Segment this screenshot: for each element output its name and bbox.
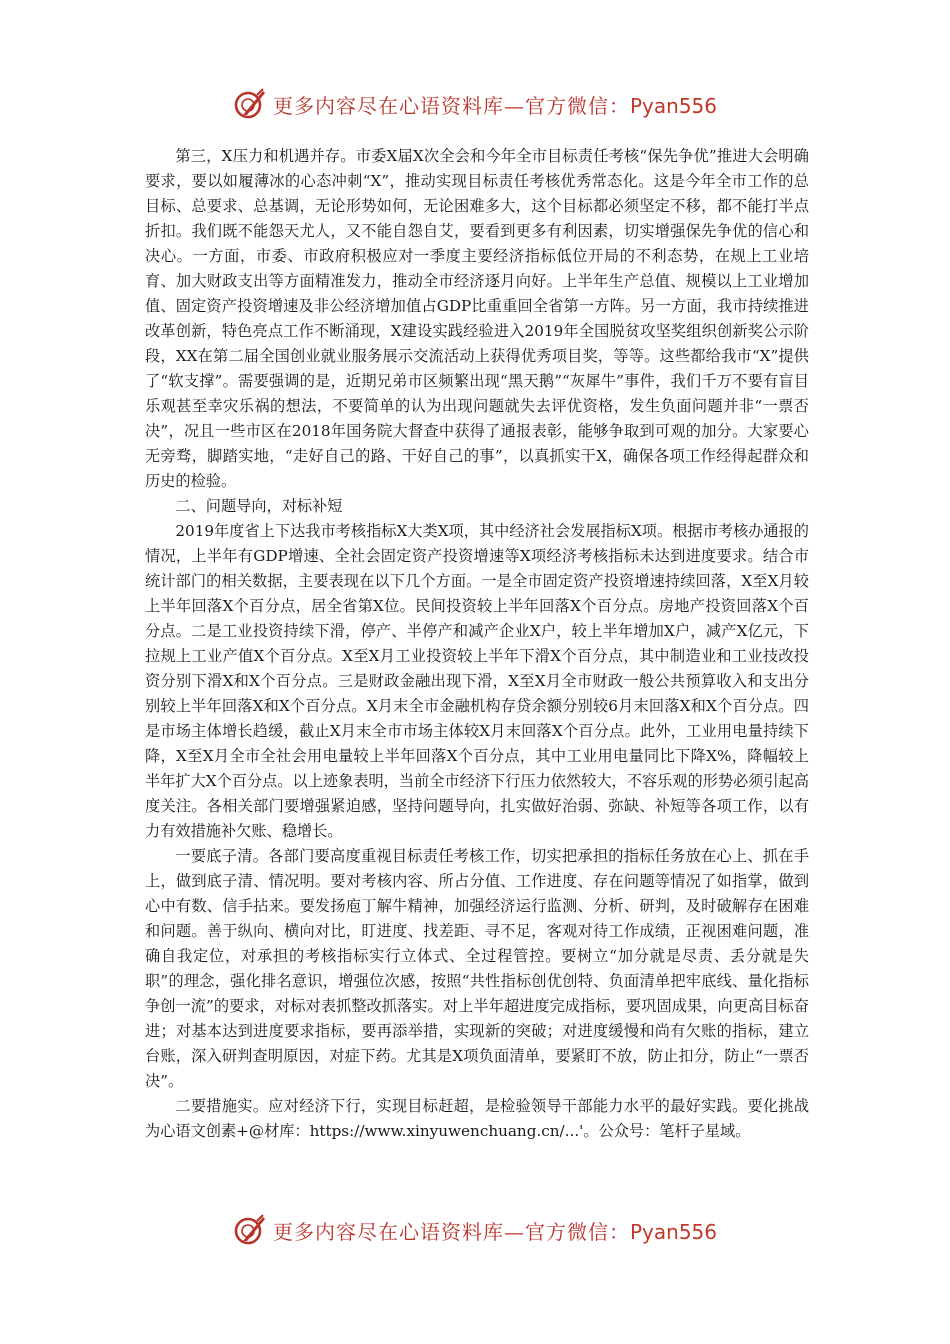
- header-watermark-banner: [0, 84, 950, 124]
- watermark-label: 更多内容尽在心语资料库—官方微信：: [272, 93, 630, 118]
- paragraph-know-the-basics: 一要底子清。各部门要高度重视目标责任考核工作，切实把承担的指标任务放在心上、抓在手上，做到底子清、情况明。要对考核内容、所占分值、工作进度、存在问题等情况了如指掌，做到心中有数、信手拈来。要发扬庖丁解牛精神，加强经济运行监测、分析、研判，及时破解存在困难和问题。善于纵向、横向对比，盯进度、找差距、寻不足，客观对待工作成绩，正视困难问题，准确自我定位，对承担的考核指标实行立体式、全过程管控。要树立“加分就是尽责、丢分就是失职”的理念，强化排名意识，增强位次感，按照“共性指标创优创特、负面清单把牢底线、量化指标争创一流”的要求，对标对表抓整改抓落实。对上半年超进度完成指标，要巩固成果，向更高目标奋进；对基本达到进度要求指标，要再添举措，实现新的突破；对进度缓慢和尚有欠账的指标，建立台账，深入研判查明原因，对症下药。尤其是X项负面清单，要紧盯不放，防止扣分，防止“一票否决”。: [145, 847, 809, 1090]
- footer-watermark-banner: [0, 1210, 950, 1250]
- quill-pen-circle-icon: [233, 87, 267, 121]
- paragraph-solid-measures: 二要措施实。应对经济下行，实现目标赶超，是检验领导干部能力水平的最好实践。要化挑战为心语文创素+@材库：https://www.xinyuwenchuang.cn/...'。公众号：笔杆子星域。: [145, 1097, 809, 1140]
- wechat-id: Pyan556: [629, 1219, 717, 1244]
- watermark-text: [273, 1216, 717, 1245]
- paragraph-assessment-indicators: 2019年度省上下达我市考核指标X大类X项，其中经济社会发展指标X项。根据市考核办通报的情况，上半年有GDP增速、全社会固定资产投资增速等X项经济考核指标未达到进度要求。结合市统计部门的相关数据，主要表现在以下几个方面。一是全市固定资产投资增速持续回落，X至X月较上半年回落X个百分点，居全省第X位。民间投资较上半年回落X个百分点。房地产投资回落X个百分点。二是工业投资持续下滑，停产、半停产和减产企业X户，较上半年增加X户，减产X亿元，下拉规上工业产值X个百分点。X至X月工业投资较上半年下滑X个百分点，其中制造业和工业技改投资分别下滑X和X个百分点。三是财政金融出现下滑，X至X月全市财政一般公共预算收入和支出分别较上半年回落X和X个百分点。X月末全市金融机构存贷余额分别较6月末回落X和X个百分点。四是市场主体增长趋缓，截止X月末全市市场主体较X月末回落X个百分点。此外，工业用电量持续下降，X至X月全市全社会用电量较上半年回落X个百分点，其中工业用电量同比下降X%，降幅较上半年扩大X个百分点。以上迹象表明，当前全市经济下行压力依然较大，不容乐观的形势必须引起高度关注。各相关部门要增强紧迫感，坚持问题导向，扎实做好治弱、弥缺、补短等各项工作，以有力有效措施补欠账、稳增长。: [145, 522, 809, 840]
- watermark-label: 更多内容尽在心语资料库—官方微信：: [272, 1219, 630, 1244]
- paragraph-pressure-and-opportunity: 第三，X压力和机遇并存。市委X届X次全会和今年全市目标责任考核“保先争优”推进大会明确要求，要以如履薄冰的心态冲刺“X”，推动实现目标责任考核优秀常态化。这是今年全市工作的总目标、总要求、总基调，无论形势如何，无论困难多大，这个目标都必须坚定不移，都不能打半点折扣。我们既不能怨天尤人，又不能自怨自艾，要看到更多有利因素，切实增强保先争优的信心和决心。一方面，市委、市政府积极应对一季度主要经济指标低位开局的不利态势，在规上工业培育、加大财政支出等方面精准发力，推动全市经济逐月向好。上半年生产总值、规模以上工业增加值、固定资产投资增速及非公经济增加值占GDP比重重回全省第一方阵。另一方面，我市持续推进改革创新，特色亮点工作不断涌现，X建设实践经验进入2019年全国脱贫攻坚奖组织创新奖公示阶段，XX在第二届全国创业就业服务展示交流活动上获得优秀项目奖，等等。这些都给我市“X”提供了“软支撑”。需要强调的是，近期兄弟市区频繁出现“黑天鹅”“灰犀牛”事件，我们千万不要有盲目乐观甚至幸灾乐祸的想法，不要简单的认为出现问题就失去评优资格，发生负面问题并非“一票否决”，况且一些市区在2018年国务院大督查中获得了通报表彰，能够争取到可观的加分。大家要心无旁骛，脚踏实地，“走好自己的路、干好自己的事”，以真抓实干X，确保各项工作经得起群众和历史的检验。: [145, 147, 809, 490]
- quill-pen-circle-icon: [233, 1213, 267, 1247]
- document-body: [145, 144, 809, 1144]
- wechat-id: Pyan556: [629, 93, 717, 118]
- watermark-text: [273, 90, 717, 119]
- section-heading-problem-orientation: 二、问题导向，对标补短: [175, 497, 343, 515]
